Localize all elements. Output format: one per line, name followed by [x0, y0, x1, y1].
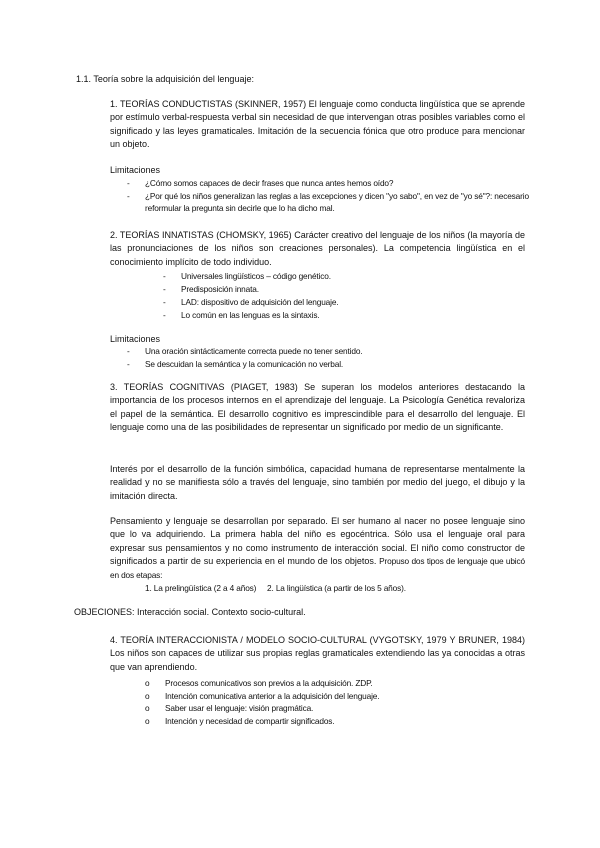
conductistas-limitations [127, 177, 535, 215]
cognitivas-paragraph-3: Pensamiento y lenguaje se desarrollan por separado. El ser humano al nacer no posee lenguaje sino que lo va adquiriendo. La primera habla del niño es egocéntrica. Sólo usa el lenguaje oral para expresar sus pensamientos y no como instrumento de interacción social. El niño como constructor de significados a partir de su experiencia en el mundo de los objetos. Propuso dos tipos de lenguaje que ubicó en dos etapas: [110, 516, 525, 580]
list-item: o Saber usar el lenguaje: visión pragmática. [145, 703, 314, 714]
circle-bullet-icon: o [145, 716, 150, 727]
dash-marker: - [127, 178, 130, 188]
list-item: - Predisposición innata. [163, 283, 259, 294]
list-item: - Lo común en las lenguas es la sintaxis. [163, 309, 320, 320]
dash-marker: - [163, 271, 166, 281]
cognitivas-paragraph-2: Interés por el desarrollo de la función simbólica, capacidad humana de representarse mentalmente la realidad y no se manifiesta sólo a través del lenguaje, sino también por medio del juego, el dibujo y la imitación directa. [110, 464, 525, 501]
dash-marker: - [127, 190, 130, 201]
dash-marker: - [127, 358, 130, 369]
cognitivas-paragraph: 3. TEORÍAS COGNITIVAS (PIAGET, 1983) Se superan los modelos anteriores destacando la importancia de los procesos internos en el aprendizaje del lenguaje. La Psicología Genética revaloriza el papel de la semántica. El desarrollo cognitivo es imprescindible para el desarrollo del lenguaje. El lenguaje como una de las posibilidades de representar un significado por medio de un significante. [110, 382, 525, 433]
list-item: - LAD: dispositivo de adquisición del lenguaje. [163, 296, 339, 307]
list-item: - Se descuidan la semántica y la comunicación no verbal. [127, 358, 344, 369]
innatistas-items [163, 270, 511, 322]
objections-text: Interacción social. Contexto socio-cultural. [137, 607, 306, 617]
list-item: o Procesos comunicativos son previos a la adquisición. ZDP. [145, 678, 373, 688]
dash-marker: - [163, 283, 166, 294]
conductistas-paragraph: 1. TEORÍAS CONDUCTISTAS (SKINNER, 1957) El lenguaje como conducta lingüística que se aprende por estímulo verbal-respuesta verbal sin necesidad de que intervengan otras posibles variables como el significado y las leyes gramaticales. Imitación de la secuencia fónica que otro produce para mencionar un objeto. [110, 99, 525, 150]
circle-bullet-icon: o [145, 678, 150, 688]
list-item: - ¿Por qué los niños generalizan las reglas a las excepciones y dicen "yo sabo", en vez de "yo sé"?: necesario reformular la pregunta sin decirle que lo ha dicho mal. [127, 190, 529, 214]
list-item: - Universales lingüísticos – código genético. [163, 271, 331, 281]
circle-bullet-icon: o [145, 690, 150, 701]
limitations-label: Limitaciones [110, 334, 161, 344]
list-item: o Intención y necesidad de compartir significados. [145, 716, 335, 727]
section-heading: 1.1. Teoría sobre la adquisición del lenguaje: [76, 74, 254, 84]
innatistas-paragraph: 2. TEORÍAS INNATISTAS (CHOMSKY, 1965) Carácter creativo del lenguaje de los niños (la mayoría de las pronunciaciones de los niños son creaciones personales). La competencia lingüística en el conocimiento implícito de todo individuo. [110, 230, 525, 267]
objections-line [74, 606, 306, 619]
dash-marker: - [163, 296, 166, 307]
dash-marker: - [163, 309, 166, 320]
interaccionista-items [145, 677, 505, 728]
circle-bullet-icon: o [145, 703, 150, 714]
interaccionista-paragraph: 4. TEORÍA INTERACCIONISTA / MODELO SOCIO-CULTURAL (VYGOTSKY, 1979 Y BRUNER, 1984) Los niños son capaces de utilizar sus propias reglas gramaticales extendiendo las ya conocidas a otras que van aprendiendo. [110, 635, 525, 672]
list-item: - Una oración sintácticamente correcta puede no tener sentido. [127, 346, 363, 356]
stages-line: 1. La prelingüística (2 a 4 años) 2. La lingüística (a partir de los 5 años). [145, 583, 406, 593]
innatistas-limitations [127, 345, 525, 370]
dash-marker: - [127, 346, 130, 356]
objections-label: OBJECIONES: [74, 607, 135, 617]
list-item: - ¿Cómo somos capaces de decir frases que nunca antes hemos oído? [127, 178, 394, 188]
list-item: o Intención comunicativa anterior a la adquisición del lenguaje. [145, 690, 380, 701]
limitations-label: Limitaciones [110, 165, 161, 175]
